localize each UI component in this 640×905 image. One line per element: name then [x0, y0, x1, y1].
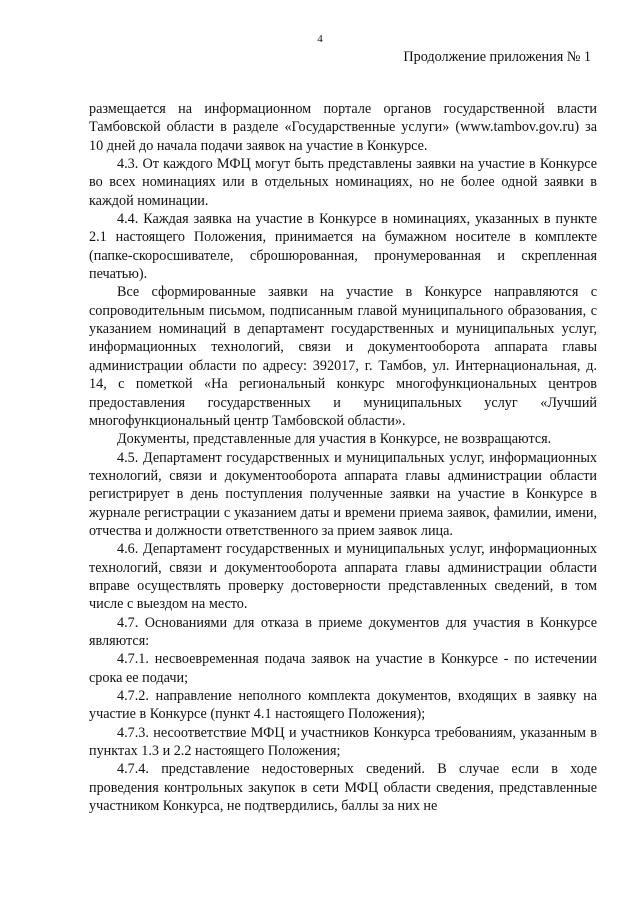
paragraph-4-6: 4.6. Департамент государственных и муниципальных услуг, информационных технологий, связи и документооборота аппарата главы администрации области вправе осуществлять проверку достоверности представленных сведений, в том числе с выездом на место. — [89, 541, 597, 613]
paragraph-4-7-3: 4.7.3. несоответствие МФЦ и участников Конкурса требованиям, указанным в пунктах 1.3 и 2.2 настоящего Положения; — [89, 724, 597, 760]
paragraph-submission-address: Все сформированные заявки на участие в Конкурсе направляются с сопроводительным письмом, подписанным главой муниципального образования, с указанием номинаций в департамент государственных и муниципальных услуг, информационных технологий, связи и документооборота аппарата главы администрации области по адресу: 392017, г. Тамбов, ул. Интернациональная, д. 14, с пометкой «На региональный конкурс многофункциональных центров предоставления государственных и муниципальных услуг «Лучший многофункциональный центр Тамбовской области». — [89, 284, 597, 429]
page-number: 4 — [317, 33, 323, 45]
paragraph-4-3: 4.3. От каждого МФЦ могут быть представлены заявки на участие в Конкурсе во всех номинациях или в отдельных номинациях, но не более одной заявки в каждой номинации. — [89, 156, 597, 209]
paragraph-4-5: 4.5. Департамент государственных и муниципальных услуг, информационных технологий, связи и документооборота аппарата главы администрации области регистрирует в день поступления полученные заявки на участие в Конкурсе в журнале регистрации с указанием даты и времени приема заявок, фамилии, имени, отчества и должности ответственного за прием заявок лица. — [89, 449, 597, 539]
paragraph-4-4: 4.4. Каждая заявка на участие в Конкурсе в номинациях, указанных в пункте 2.1 настоящего Положения, принимается на бумажном носителе в комплекте (папке-скоросшивателе, сброшюрованная, пронумерованная и скрепленная печатью). — [89, 211, 597, 283]
paragraph-continuation: размещается на информационном портале органов государственной власти Тамбовской области в разделе «Государственные услуги» (www.tambov.gov.ru) за 10 дней до начала подачи заявок на участие в Конкурсе. — [89, 101, 597, 154]
paragraph-4-7-4: 4.7.4. представление недостоверных сведений. В случае если в ходе проведения контрольных закупок в сети МФЦ области сведения, представленные участником Конкурса, не подтвердились, баллы за них не — [89, 761, 597, 815]
paragraph-4-7: 4.7. Основаниями для отказа в приеме документов для участия в Конкурсе являются: — [89, 614, 597, 649]
paragraph-4-7-1: 4.7.1. несвоевременная подача заявок на участие в Конкурсе - по истечении срока ее подачи; — [89, 651, 597, 686]
appendix-continuation-note: Продолжение приложения № 1 — [403, 49, 591, 65]
document-body — [89, 100, 597, 815]
paragraph-4-7-2: 4.7.2. направление неполного комплекта документов, входящих в заявку на участие в Конкурсе (пункт 4.1 настоящего Положения); — [89, 688, 597, 723]
paragraph-documents-not-returned: Документы, представленные для участия в Конкурсе, не возвращаются. — [117, 431, 552, 448]
